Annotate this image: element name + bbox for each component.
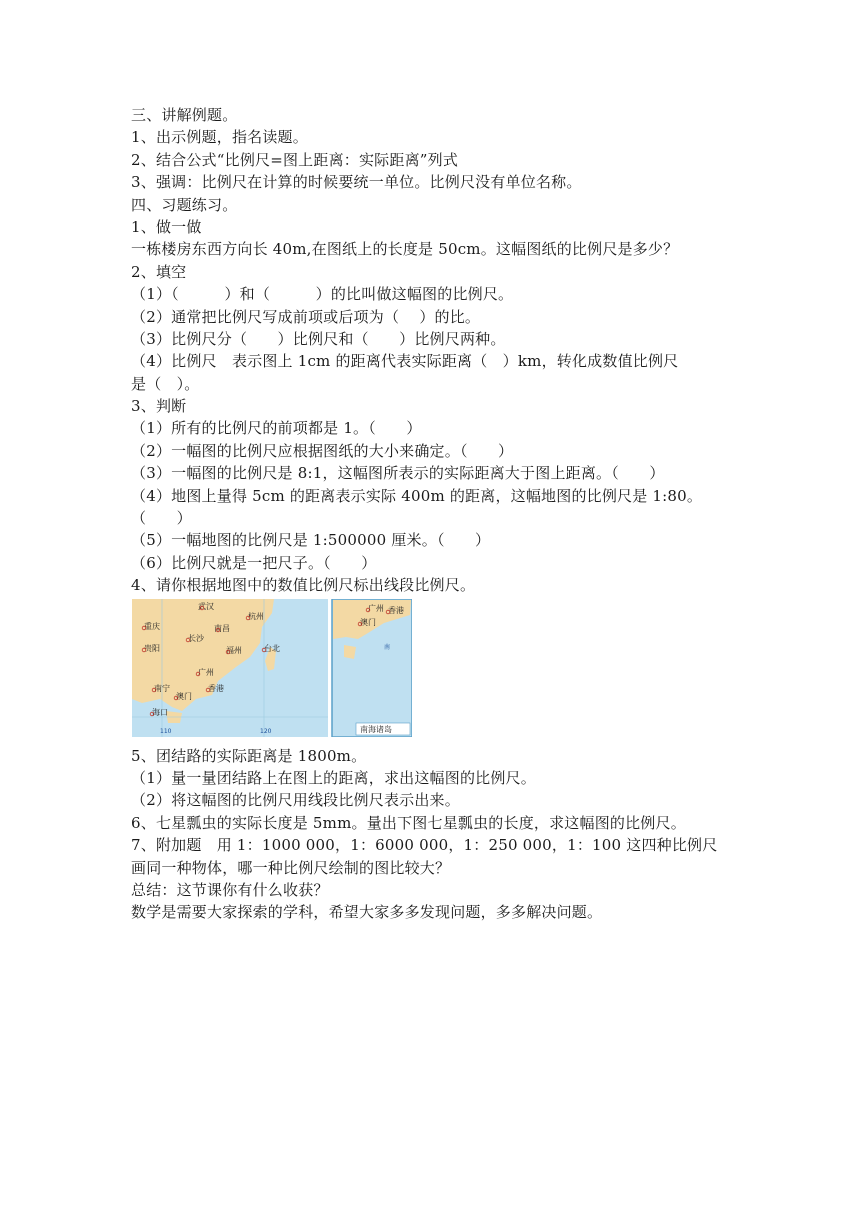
- question-title: 5、团结路的实际距离是 1800m。: [131, 746, 367, 765]
- map-city: 海口: [152, 707, 168, 717]
- map-city: 杭州: [248, 611, 264, 621]
- question-title: 3、判断: [131, 397, 187, 416]
- sub-question: （2）将这幅图的比例尺用线段比例尺表示出来。: [131, 791, 460, 810]
- judge-item: （3）一幅图的比例尺是 8:1，这幅图所表示的实际距离大于图上距离。（ ）: [131, 464, 665, 483]
- map-city: 重庆: [144, 621, 160, 631]
- china-southeast-map: [132, 599, 731, 739]
- summary-line: 总结：这节课你有什么收获？: [131, 880, 329, 899]
- judge-item: （2）一幅图的比例尺应根据图纸的大小来确定。（ ）: [131, 441, 514, 460]
- map-longitude: 110: [160, 727, 172, 735]
- step-line: 3、强调：比例尺在计算的时候要统一单位。比例尺没有单位名称。: [131, 173, 582, 192]
- inset-hainan: [344, 645, 356, 659]
- judge-item: （1）所有的比例尺的前项都是 1。（ ）: [131, 419, 422, 438]
- step-line: 1、出示例题，指名读题。: [131, 128, 308, 147]
- map-city: 澳门: [176, 691, 192, 701]
- fill-blank-item: 是（ ）。: [131, 374, 200, 393]
- map-figure: [132, 599, 412, 737]
- section-heading-3: 三、讲解例题。: [131, 106, 238, 124]
- sea-label: 南: [384, 643, 391, 651]
- inset-city: 香港: [388, 605, 404, 615]
- map-city: 贵阳: [144, 643, 160, 653]
- question-text: 7、附加题 用 1：1000 000，1：6000 000，1：250 000，1：100 这四种比例尺: [131, 836, 718, 855]
- map-city: 南昌: [214, 623, 230, 633]
- question-title: 2、填空: [131, 262, 187, 281]
- inset-city: 澳门: [360, 617, 376, 627]
- map-city: 广州: [198, 667, 214, 677]
- summary-line: 数学是需要大家探索的学科，希望大家多多发现问题，多多解决问题。: [131, 903, 603, 922]
- map-longitude: 120: [260, 727, 272, 735]
- question-text: 一栋楼房东西方向长 40m,在图纸上的长度是 50cm。这幅图纸的比例尺是多少？: [131, 240, 679, 259]
- section-heading-4: 四、习题练习。: [131, 195, 238, 214]
- judge-item: （5）一幅地图的比例尺是 1:500000 厘米。（ ）: [131, 531, 491, 550]
- judge-item: （6）比例尺就是一把尺子。（ ）: [131, 553, 377, 572]
- fill-blank-item: （2）通常把比例尺写成前项或后项为（ ）的比。: [131, 307, 481, 326]
- fill-blank-item: （1）（ ）和（ ）的比叫做这幅图的比例尺。: [131, 285, 514, 304]
- question-text: 6、七星瓢虫的实际长度是 5mm。量出下图七星瓢虫的长度，求这幅图的比例尺。: [131, 813, 686, 832]
- question-title: 4、请你根据地图中的数值比例尺标出线段比例尺。: [131, 576, 476, 595]
- fill-blank-item: （3）比例尺分（ ）比例尺和（ ）比例尺两种。: [131, 329, 506, 348]
- map-city: 福州: [226, 645, 242, 655]
- sub-question: （1）量一量团结路上在图上的距离，求出这幅图的比例尺。: [131, 768, 536, 787]
- inset-city: 广州: [368, 603, 384, 613]
- map-city: 南宁: [154, 683, 170, 693]
- document-page: [131, 104, 731, 924]
- question-text: 画同一种物体，哪一种比例尺绘制的图比较大？: [131, 858, 451, 877]
- question-title: 1、做一做: [131, 217, 202, 236]
- step-line: 2、结合公式“比例尺=图上距离：实际距离”列式: [131, 150, 459, 169]
- inset-label: 南海诸岛: [360, 724, 392, 734]
- map-city: 台北: [264, 643, 280, 653]
- map-city: 香港: [208, 683, 224, 693]
- judge-item: （ ）: [131, 509, 192, 528]
- map-city: 武汉: [198, 601, 214, 611]
- fill-blank-item: （4）比例尺 表示图上 1cm 的距离代表实际距离（ ）km，转化成数值比例尺: [131, 352, 679, 371]
- judge-item: （4）地图上量得 5cm 的距离表示实际 400m 的距离，这幅地图的比例尺是 1:80。: [131, 486, 703, 505]
- map-city: 长沙: [188, 633, 204, 643]
